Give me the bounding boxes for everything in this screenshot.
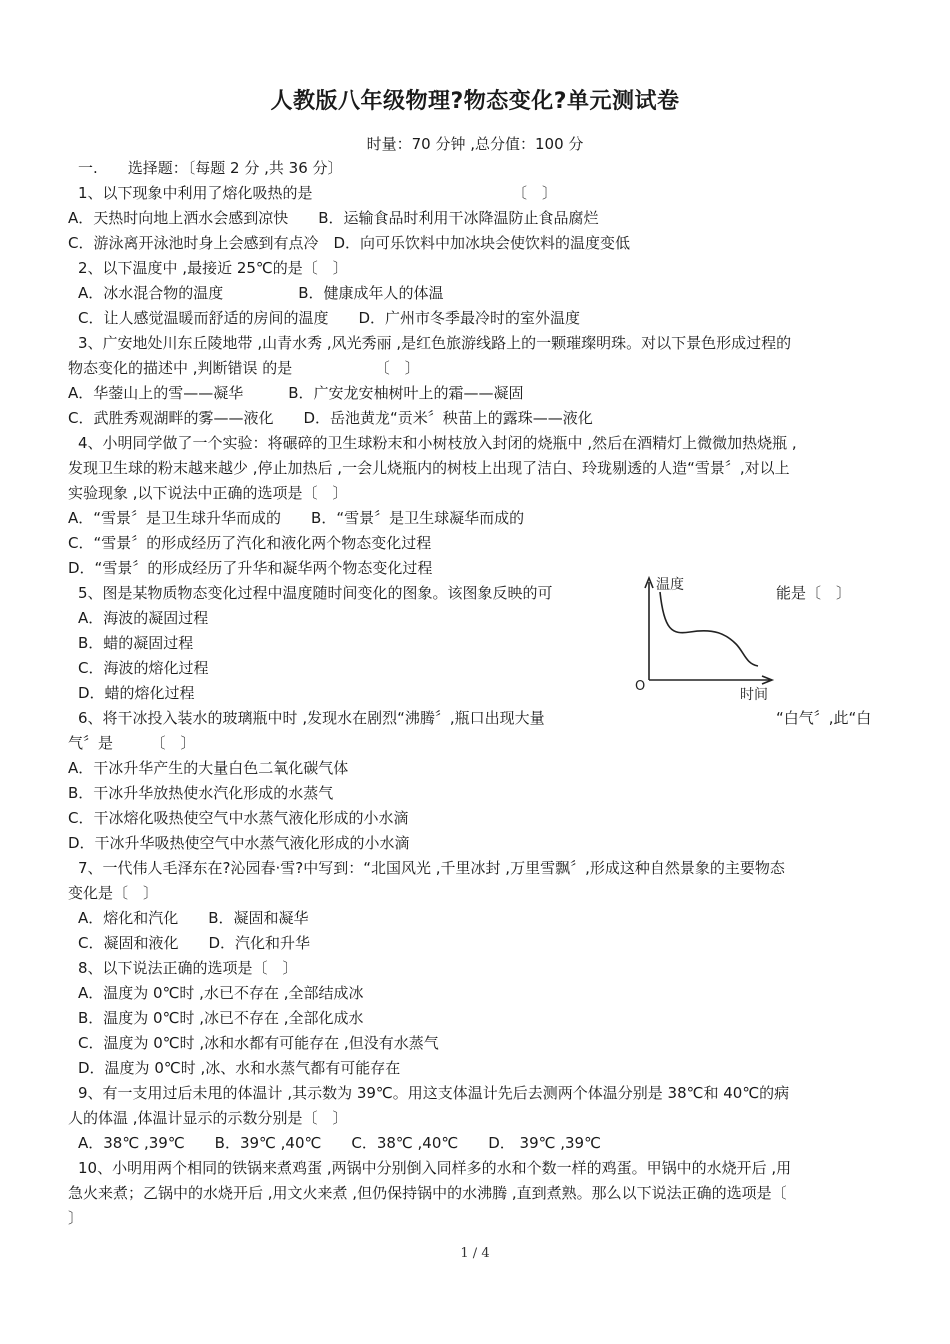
section-heading: 一. 选择题：〔每题 2 分 ,共 36 分〕	[78, 159, 343, 177]
question-6-option-a: A．干冰升华产生的大量白色二氧化碳气体	[68, 759, 349, 777]
question-6-option-d: D．干冰升华吸热使空气中水蒸气液化形成的小水滴	[68, 834, 410, 852]
question-1-options-ab: A．天热时向地上洒水会感到凉快 B．运输食品时利用干冰降温防止食品腐烂	[68, 209, 599, 227]
question-3-options-ab: A．华蓥山上的雪——凝华 B．广安龙安柚树叶上的霜——凝固	[68, 384, 524, 402]
question-8-option-b: B．温度为 0℃时 ,冰已不存在 ,全部化成水	[78, 1009, 364, 1027]
y-axis-label: 温度	[656, 577, 684, 593]
temperature-curve	[660, 592, 758, 666]
question-4-stem-line1: 4、小明同学做了一个实验：将碾碎的卫生球粉末和小树枝放入封闭的烧瓶中 ,然后在酒精灯上微微加热烧瓶 ,	[78, 434, 797, 452]
page-number: 1 / 4	[460, 1246, 490, 1261]
question-1-bracket: 〔 〕	[512, 184, 558, 202]
question-2-options-cd: C．让人感觉温暖而舒适的房间的温度 D．广州市冬季最冷时的室外温度	[78, 309, 581, 327]
question-9-stem-line2: 人的体温 ,体温计显示的示数分别是〔 〕	[68, 1109, 348, 1127]
question-10-stem-line1: 10、小明用两个相同的铁锅来煮鸡蛋 ,两锅中分别倒入同样多的水和个数一样的鸡蛋。甲锅中的水烧开后 ,用	[78, 1159, 792, 1177]
question-5-option-c: C．海波的熔化过程	[78, 659, 209, 677]
question-7-stem-line2: 变化是〔 〕	[68, 884, 159, 902]
question-4-option-d: D．“雪景〞的形成经历了升华和凝华两个物态变化过程	[68, 559, 433, 577]
question-8-option-d: D．温度为 0℃时 ,冰、水和水蒸气都有可能存在	[78, 1059, 401, 1077]
question-4-option-c: C．“雪景〞的形成经历了汽化和液化两个物态变化过程	[68, 534, 432, 552]
question-7-stem-line1: 7、一代伟人毛泽东在?沁园春·雪?中写到：“北国风光 ,千里冰封 ,万里雪飘〞,形成这种自然景象的主要物态	[78, 859, 785, 877]
question-6-stem-line2: 气〞是 〔 〕	[68, 734, 196, 752]
question-6-stem-end: “白气〞,此“白	[776, 709, 872, 727]
question-5-stem: 5、图是某物质物态变化过程中温度随时间变化的图象。该图象反映的可	[78, 584, 553, 602]
question-7-options-ab: A．熔化和汽化 B．凝固和凝华	[78, 909, 309, 927]
question-10-stem-line3: 〕	[68, 1209, 84, 1227]
question-9-stem-line1: 9、有一支用过后未甩的体温计 ,其示数为 39℃。用这支体温计先后去测两个体温分别是 38℃和 40℃的病	[78, 1084, 790, 1102]
question-8-option-a: A．温度为 0℃时 ,水已不存在 ,全部结成冰	[78, 984, 364, 1002]
question-5-option-d: D．蜡的熔化过程	[78, 684, 195, 702]
question-6-stem: 6、将干冰投入装水的玻璃瓶中时 ,发现水在剧烈“沸腾〞,瓶口出现大量	[78, 709, 545, 727]
question-6-option-c: C．干冰熔化吸热使空气中水蒸气液化形成的小水滴	[68, 809, 409, 827]
question-5-option-b: B．蜡的凝固过程	[78, 634, 194, 652]
question-3-options-cd: C．武胜秀观湖畔的雾——液化 D．岳池黄龙“贡米〞秧苗上的露珠——液化	[68, 409, 593, 427]
question-8-stem: 8、以下说法正确的选项是〔 〕	[78, 959, 298, 977]
question-4-stem-line2: 发现卫生球的粉末越来越少 ,停止加热后 ,一会儿烧瓶内的树枝上出现了洁白、玲珑剔透的人造“雪景〞,对以上	[68, 459, 790, 477]
question-6-option-b: B．干冰升华放热使水汽化形成的水蒸气	[68, 784, 334, 802]
question-9-options: A．38℃ ,39℃ B．39℃ ,40℃ C．38℃ ,40℃ D． 39℃ ,39℃	[78, 1134, 601, 1152]
question-4-options-ab: A．“雪景〞是卫生球升华而成的 B．“雪景〞是卫生球凝华而成的	[68, 509, 525, 527]
x-axis-label: 时间	[740, 687, 768, 703]
exam-info: 时量：70 分钟 ,总分值：100 分	[366, 135, 584, 153]
question-2-stem: 2、以下温度中 ,最接近 25℃的是〔 〕	[78, 259, 348, 277]
question-3-stem-line1: 3、广安地处川东丘陵地带 ,山青水秀 ,风光秀丽 ,是红色旅游线路上的一颗璀璨明珠。对以下景色形成过程的	[78, 334, 792, 352]
question-4-stem-line3: 实验现象 ,以下说法中正确的选项是〔 〕	[68, 484, 348, 502]
question-5-stem-end: 能是〔 〕	[776, 584, 852, 602]
question-2-options-ab: A．冰水混合物的温度 B．健康成年人的体温	[78, 284, 444, 302]
question-3-stem-line2: 物态变化的描述中 ,判断错误 的是 〔 〕	[68, 359, 420, 377]
question-1-stem: 1、以下现象中利用了熔化吸热的是	[78, 184, 313, 202]
question-8-option-c: C．温度为 0℃时 ,冰和水都有可能存在 ,但没有水蒸气	[78, 1034, 439, 1052]
question-7-options-cd: C．凝固和液化 D．汽化和升华	[78, 934, 311, 952]
question-10-stem-line2: 急火来煮；乙锅中的水烧开后 ,用文火来煮 ,但仍保持锅中的水沸腾 ,直到煮熟。那么以下说法正确的选项是〔	[68, 1184, 787, 1202]
question-1-options-cd: C．游泳离开泳池时身上会感到有点冷 D．向可乐饮料中加冰块会使饮料的温度变低	[68, 234, 631, 252]
origin-label: O	[635, 679, 646, 694]
temperature-time-graph	[630, 572, 778, 704]
page-title: 人教版八年级物理?物态变化?单元测试卷	[270, 89, 680, 114]
question-5-option-a: A．海波的凝固过程	[78, 609, 209, 627]
